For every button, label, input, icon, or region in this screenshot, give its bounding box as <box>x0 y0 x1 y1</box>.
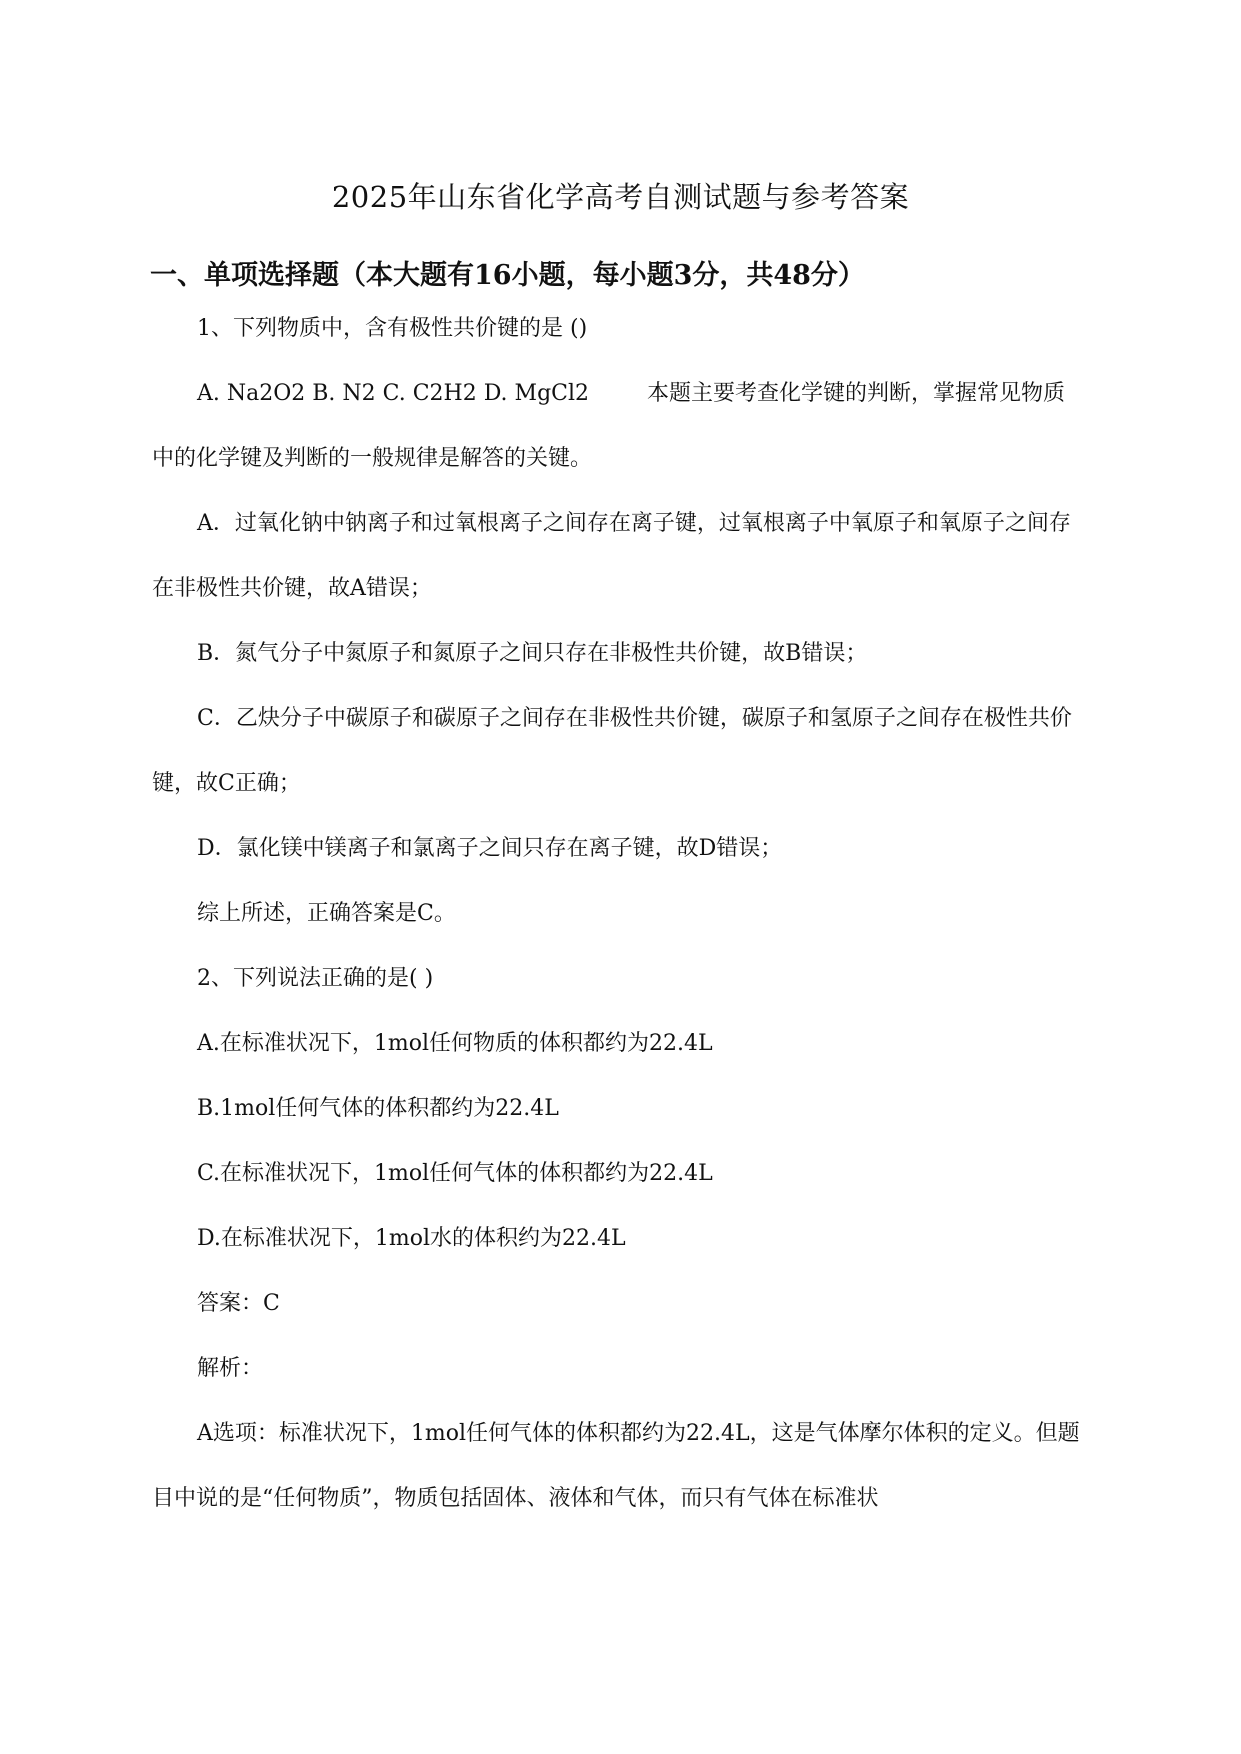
question-2-stem: 2、下列说法正确的是( ) <box>197 966 434 991</box>
question-2-option-d: D.在标准状况下，1mol水的体积约为22.4L <box>197 1226 626 1251</box>
question-2-option-b: B.1mol任何气体的体积都约为22.4L <box>197 1096 559 1121</box>
question-1-explanation-b: B．氮气分子中氮原子和氮原子之间只存在非极性共价键，故B错误； <box>197 641 868 666</box>
question-1-conclusion: 综上所述，正确答案是C。 <box>197 901 456 926</box>
question-2-answer: 答案：C <box>197 1291 280 1316</box>
question-1-stem: 1、下列物质中，含有极性共价键的是 () <box>197 316 588 341</box>
question-1-options-and-analysis <box>152 361 1084 491</box>
document-body <box>152 296 1084 1531</box>
question-1-options: A. Na2O2 B. N2 C. C2H2 D. MgCl2 <box>197 381 590 406</box>
question-1-explanation-c: C．乙炔分子中碳原子和碳原子之间存在非极性共价键，碳原子和氢原子之间存在极性共价键，故C正确； <box>152 706 1072 796</box>
section-heading: 一、单项选择题（本大题有16小题，每小题3分，共48分） <box>150 260 865 292</box>
question-2-option-c: C.在标准状况下，1mol任何气体的体积都约为22.4L <box>197 1161 713 1186</box>
question-1-analysis-intro: 本题主要考查化学键的判断，掌握常见物质中的化学键及判断的一般规律是解答的关键。 <box>152 381 1066 471</box>
question-1-explanation-a: A．过氧化钠中钠离子和过氧根离子之间存在离子键，过氧根离子中氧原子和氧原子之间存在非极性共价键，故A错误； <box>152 511 1071 601</box>
document-title: 2025年山东省化学高考自测试题与参考答案 <box>331 180 910 215</box>
question-1-explanation-d: D．氯化镁中镁离子和氯离子之间只存在离子键，故D错误； <box>197 836 783 861</box>
question-2-analysis-a: A选项：标准状况下，1mol任何气体的体积都约为22.4L，这是气体摩尔体积的定义。但题目中说的是“任何物质”，物质包括固体、液体和气体，而只有气体在标准状 <box>152 1421 1080 1511</box>
question-2-option-a: A.在标准状况下，1mol任何物质的体积都约为22.4L <box>197 1031 713 1056</box>
question-2-analysis-label: 解析： <box>197 1356 264 1381</box>
